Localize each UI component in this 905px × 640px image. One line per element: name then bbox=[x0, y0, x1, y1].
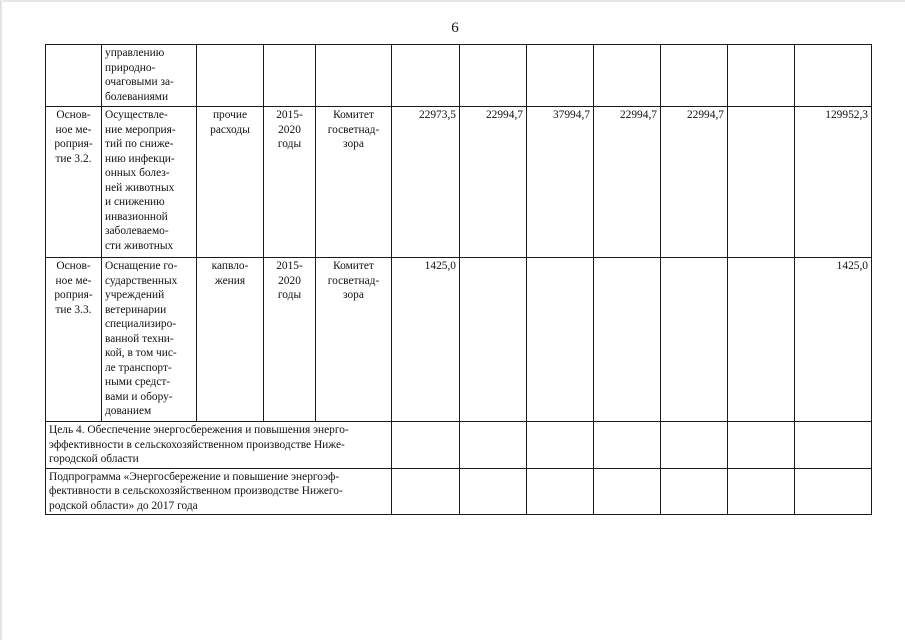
expense-type-cell bbox=[197, 45, 264, 107]
total-cell: 1425,0 bbox=[795, 258, 872, 422]
value-cell bbox=[527, 258, 594, 422]
value-cell: 22973,5 bbox=[392, 107, 460, 258]
period-cell: 2015- 2020 годы bbox=[264, 107, 316, 258]
empty-cell bbox=[392, 422, 460, 469]
description-cell: Осуществле- ние мероприя- тий по сниже- нию инфекци- онных болез- ней животных и снижению инвазионной заболеваемо- сти животных bbox=[102, 107, 197, 258]
empty-cell bbox=[460, 422, 527, 469]
value-cell: 37994,7 bbox=[527, 107, 594, 258]
empty-cell bbox=[392, 468, 460, 515]
subprogram-row bbox=[46, 468, 872, 515]
page-number: 6 bbox=[451, 20, 459, 36]
value-cell: 1425,0 bbox=[392, 258, 460, 422]
activity-cell: Основ- ное ме- роприя- тие 3.3. bbox=[46, 258, 102, 422]
value-cell: 22994,7 bbox=[661, 107, 728, 258]
description-cell: Оснащение го- сударственных учреждений ветеринарии специализиро- ванной техни- кой, в том чис- ле транспорт- ными средст- вами и обору- дованием bbox=[102, 258, 197, 422]
scan-top-edge bbox=[0, 0, 905, 2]
empty-cell bbox=[460, 468, 527, 515]
goal-row bbox=[46, 422, 872, 469]
expense-type-cell: капвло- жения bbox=[197, 258, 264, 422]
empty-cell bbox=[594, 422, 661, 469]
empty-cell bbox=[661, 468, 728, 515]
total-cell: 129952,3 bbox=[795, 107, 872, 258]
table-row bbox=[46, 258, 872, 422]
value-cell bbox=[728, 107, 795, 258]
value-cell: 22994,7 bbox=[594, 107, 661, 258]
description-cell: управлению природно- очаговыми за- болеваниями bbox=[102, 45, 197, 107]
executor-cell: Комитет госветнад- зора bbox=[316, 107, 392, 258]
value-cell bbox=[728, 45, 795, 107]
value-cell bbox=[661, 45, 728, 107]
value-cell bbox=[527, 45, 594, 107]
table-row bbox=[46, 45, 872, 107]
empty-cell bbox=[728, 468, 795, 515]
value-cell bbox=[460, 258, 527, 422]
value-cell bbox=[661, 258, 728, 422]
value-cell bbox=[594, 45, 661, 107]
budget-table bbox=[45, 44, 872, 515]
period-cell bbox=[264, 45, 316, 107]
value-cell: 22994,7 bbox=[460, 107, 527, 258]
activity-cell bbox=[46, 45, 102, 107]
goal-text: Цель 4. Обеспечение энергосбережения и повышения энерго- эффективности в сельскохозяйственном производстве Ниже- городской области bbox=[46, 422, 392, 469]
executor-cell bbox=[316, 45, 392, 107]
activity-cell: Основ- ное ме- роприя- тие 3.2. bbox=[46, 107, 102, 258]
value-cell bbox=[460, 45, 527, 107]
empty-cell bbox=[795, 468, 872, 515]
value-cell bbox=[392, 45, 460, 107]
empty-cell bbox=[527, 468, 594, 515]
period-cell: 2015- 2020 годы bbox=[264, 258, 316, 422]
empty-cell bbox=[795, 422, 872, 469]
executor-cell: Комитет госветнад- зора bbox=[316, 258, 392, 422]
empty-cell bbox=[661, 422, 728, 469]
expense-type-cell: прочие расходы bbox=[197, 107, 264, 258]
table-row bbox=[46, 107, 872, 258]
scan-left-edge bbox=[0, 0, 3, 640]
total-cell bbox=[795, 45, 872, 107]
empty-cell bbox=[594, 468, 661, 515]
subprogram-text: Подпрограмма «Энергосбережение и повышение энергоэф- фективности в сельскохозяйственном производстве Нижего- родской области» до 2017 года bbox=[46, 468, 392, 515]
value-cell bbox=[728, 258, 795, 422]
empty-cell bbox=[527, 422, 594, 469]
empty-cell bbox=[728, 422, 795, 469]
value-cell bbox=[594, 258, 661, 422]
